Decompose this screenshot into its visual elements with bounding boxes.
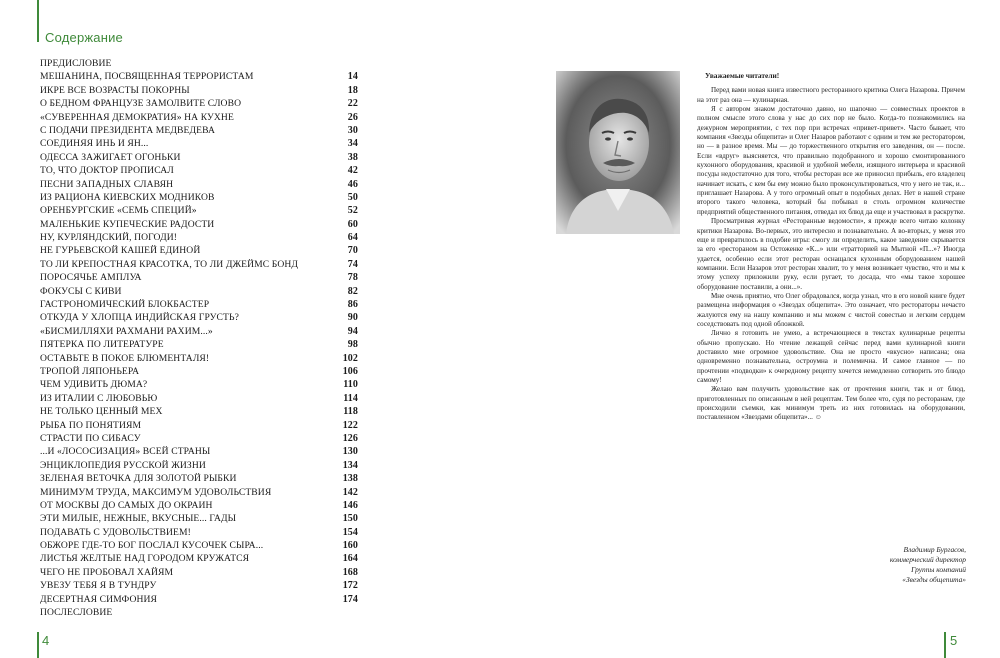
- letter-paragraph: Мне очень приятно, что Олег обрадовался, когда узнал, что в его новой книге будет размещена информация о «Звездах общепита». Это означает, что рестораторы нечасто жалуются ему на нашу компанию и мы можем с чистой совестью и легким сердцем соседствовать под одной обложкой.: [697, 291, 965, 328]
- toc-entry-title: ИЗ ИТАЛИИ С ЛЮБОВЬЮ: [40, 392, 158, 404]
- bottom-right-accent-rule: [944, 632, 946, 658]
- toc-entry-title: ЧЕГО НЕ ПРОБОВАЛ ХАЙЯМ: [40, 566, 174, 578]
- toc-entry-title: ДЕСЕРТНАЯ СИМФОНИЯ: [40, 593, 158, 605]
- toc-entry[interactable]: [40, 97, 358, 110]
- toc-entry-page: 18: [347, 84, 358, 96]
- toc-entry-page: 168: [342, 566, 358, 578]
- toc-entry-title: ЭТИ МИЛЫЕ, НЕЖНЫЕ, ВКУСНЫЕ... ГАДЫ: [40, 513, 237, 525]
- toc-entry-title: ЗЕЛЕНАЯ ВЕТОЧКА ДЛЯ ЗОЛОТОЙ РЫБКИ: [40, 473, 237, 485]
- toc-entry-page: 60: [347, 218, 358, 230]
- toc-entry-page: 174: [342, 593, 358, 605]
- letter-paragraph: Желаю вам получить удовольствие как от прочтения книги, так и от блюд, приготовленных по описанным в ней рецептам. Тем более что, судя по ресторанам, где происходили съемки, как минимум треть из них готовилась на оборудовании, поставленном «Звездами общепита»... ☺: [697, 385, 965, 422]
- toc-entry-page: 94: [347, 325, 358, 337]
- toc-entry[interactable]: [40, 151, 358, 164]
- toc-entry[interactable]: [40, 124, 358, 137]
- toc-entry-page: 34: [347, 138, 358, 150]
- toc-entry[interactable]: [40, 218, 358, 231]
- foreword-letter: [697, 71, 965, 423]
- toc-entry-page: 122: [342, 419, 358, 431]
- toc-entry-page: 14: [347, 71, 358, 83]
- toc-entry-title: С ПОДАЧИ ПРЕЗИДЕНТА МЕДВЕДЕВА: [40, 124, 215, 136]
- signature-role: коммерческий директор: [889, 555, 966, 564]
- toc-entry[interactable]: [40, 70, 358, 83]
- letter-greeting: Уважаемые читатели!: [705, 71, 780, 80]
- toc-entry-title: ОТКУДА У ХЛОПЦА ИНДИЙСКАЯ ГРУСТЬ?: [40, 312, 239, 324]
- toc-entry-page: 130: [342, 446, 358, 458]
- toc-entry-title: ПОРОСЯЧЬЕ АМПЛУА: [40, 272, 142, 284]
- toc-entry-page: 90: [347, 312, 358, 324]
- toc-entry-title: НУ, КУРЛЯНДСКИЙ, ПОГОДИ!: [40, 232, 178, 244]
- toc-entry[interactable]: [40, 111, 358, 124]
- toc-entry[interactable]: [40, 405, 358, 418]
- toc-entry-title: НЕ ГУРЬЕВСКОЙ КАШЕЙ ЕДИНОЙ: [40, 245, 201, 257]
- toc-entry-title: ЛИСТЬЯ ЖЕЛТЫЕ НАД ГОРОДОМ КРУЖАТСЯ: [40, 553, 250, 565]
- toc-entry[interactable]: [40, 526, 358, 539]
- page-number-right: 5: [950, 633, 958, 648]
- toc-entry[interactable]: [40, 352, 358, 365]
- toc-entry-page: 74: [347, 258, 358, 270]
- toc-entry[interactable]: [40, 486, 358, 499]
- toc-entry[interactable]: [40, 137, 358, 150]
- toc-entry-title: ОРЕНБУРГСКИЕ «СЕМЬ СПЕЦИЙ»: [40, 205, 197, 217]
- letter-paragraph: Я с автором знаком достаточно давно, но шапочно — совместных проектов в полном смысле этого слова у нас до сих пор не было. Когда-то познакомились на дежурном мероприятии, с тех пор при встречах «привет-привет». Часто бывает, что компания «Звезды общепита» и Олег Назаров работают с одним и тем же ресторатором, но — в разное время. Мы — до торжественного открытия его заведения, он — после. Если «вдруг» выясняется, что правильно подобранного и хорошо смонтированного кухонного оборудования, красивой и удобной мебели, изящного интерьера и красивой посуды недостаточно для того, чтобы ресторан все же приносил прибыль, его владелец начинает искать, с кем бы ему можно было проконсультироваться, что у него не так, и... приглашает Назарова. А у того огромный опыт в подобных делах. Нет в нашей стране второго такого человека, который бы побывал в столь огромном количестве предприятий общественного питания, отведал их блюд да еще и участвовал в раскрутке.: [697, 105, 965, 216]
- toc-entry-title: МИНИМУМ ТРУДА, МАКСИМУМ УДОВОЛЬСТВИЯ: [40, 486, 272, 498]
- toc-entry-page: 146: [342, 499, 358, 511]
- toc-entry-page: 138: [342, 473, 358, 485]
- toc-entry-page: 102: [342, 352, 358, 364]
- toc-entry[interactable]: [40, 579, 358, 592]
- toc-entry[interactable]: [40, 178, 358, 191]
- toc-entry[interactable]: [40, 191, 358, 204]
- toc-entry[interactable]: [40, 204, 358, 217]
- toc-entry-page: 70: [347, 245, 358, 257]
- toc-entry-title: СОЕДИНЯЯ ИНЬ И ЯН...: [40, 138, 149, 150]
- toc-entry-title: ПЕСНИ ЗАПАДНЫХ СЛАВЯН: [40, 178, 174, 190]
- toc-entry-title: ИЗ РАЦИОНА КИЕВСКИХ МОДНИКОВ: [40, 191, 215, 203]
- toc-entry-title: «СУВЕРЕННАЯ ДЕМОКРАТИЯ» НА КУХНЕ: [40, 111, 234, 123]
- page-number-left: 4: [42, 633, 50, 648]
- signature-name: Владимир Бургасов,: [903, 545, 966, 554]
- toc-entry-page: 26: [347, 111, 358, 123]
- toc-entry[interactable]: [40, 57, 358, 70]
- toc-entry-page: 126: [342, 432, 358, 444]
- author-photo: [556, 71, 680, 234]
- toc-entry-page: 52: [347, 205, 358, 217]
- toc-entry[interactable]: [40, 231, 358, 244]
- section-title: Содержание: [45, 30, 123, 45]
- toc-entry-title: ОДЕССА ЗАЖИГАЕТ ОГОНЬКИ: [40, 151, 181, 163]
- toc-entry-title: ИКРЕ ВСЕ ВОЗРАСТЫ ПОКОРНЫ: [40, 84, 190, 96]
- toc-entry-title: МЕШАНИНА, ПОСВЯЩЕННАЯ ТЕРРОРИСТАМ: [40, 71, 254, 83]
- toc-entry-page: 30: [347, 124, 358, 136]
- toc-entry-page: 134: [342, 459, 358, 471]
- toc-entry-title: НЕ ТОЛЬКО ЦЕННЫЙ МЕХ: [40, 406, 163, 418]
- toc-entry-page: 98: [347, 339, 358, 351]
- toc-entry-page: 142: [342, 486, 358, 498]
- toc-entry[interactable]: [40, 606, 358, 619]
- toc-entry[interactable]: [40, 472, 358, 485]
- toc-entry-page: 160: [342, 540, 358, 552]
- toc-entry[interactable]: [40, 164, 358, 177]
- toc-entry-page: 46: [347, 178, 358, 190]
- toc-entry-title: ЧЕМ УДИВИТЬ ДЮМА?: [40, 379, 148, 391]
- toc-entry-title: ТО ЛИ КРЕПОСТНАЯ КРАСОТКА, ТО ЛИ ДЖЕЙМС БОНД: [40, 258, 299, 270]
- author-portrait-icon: [556, 71, 680, 234]
- toc-entry-title: ОСТАВЬТЕ В ПОКОЕ БЛЮМЕНТАЛЯ!: [40, 352, 210, 364]
- toc-entry[interactable]: [40, 499, 358, 512]
- toc-entry[interactable]: [40, 271, 358, 284]
- toc-entry[interactable]: [40, 512, 358, 525]
- letter-paragraph: Перед вами новая книга известного ресторанного критика Олега Назарова. Причем на этот раз она — кулинарная.: [697, 86, 965, 104]
- toc-entry[interactable]: [40, 84, 358, 97]
- toc-entry[interactable]: [40, 566, 358, 579]
- toc-entry-page: 42: [347, 165, 358, 177]
- toc-entry-title: ...И «ЛОСОСИЗАЦИЯ» ВСЕЙ СТРАНЫ: [40, 446, 211, 458]
- toc-entry[interactable]: [40, 419, 358, 432]
- toc-entry-title: УВЕЗУ ТЕБЯ Я В ТУНДРУ: [40, 580, 157, 592]
- bottom-left-accent-rule: [37, 632, 39, 658]
- toc-entry-page: 118: [343, 406, 358, 418]
- signature-company-line1: Группы компаний: [911, 565, 966, 574]
- toc-entry-title: ПРЕДИСЛОВИЕ: [40, 58, 112, 69]
- toc-entry-page: 82: [347, 285, 358, 297]
- toc-entry-title: О БЕДНОМ ФРАНЦУЗЕ ЗАМОЛВИТЕ СЛОВО: [40, 98, 242, 110]
- toc-entry-title: ОБЖОРЕ ГДЕ-ТО БОГ ПОСЛАЛ КУСОЧЕК СЫРА...: [40, 540, 264, 552]
- toc-entry-page: 22: [347, 98, 358, 110]
- toc-entry-page: 114: [343, 392, 358, 404]
- toc-entry-page: 110: [343, 379, 358, 391]
- toc-entry-title: ГАСТРОНОМИЧЕСКИЙ БЛОКБАСТЕР: [40, 299, 210, 311]
- letter-paragraph: Лично я готовить не умею, а встречающиеся в текстах кулинарные рецепты обычно пропускаю. Но чтение лежащей сейчас перед вами кулинарной книги доставило мне огромное удовольствие. Она не просто «вкусно» написана; она одновременно познавательна, остроумна и полемична. И самое главное — по прочтении «подводки» к очередному рецепту хочется немедленно сотворить это блюдо самому!: [697, 329, 965, 384]
- toc-entry-page: 50: [347, 191, 358, 203]
- toc-entry-page: 164: [342, 553, 358, 565]
- toc-entry-title: «БИСМИЛЛЯХИ РАХМАНИ РАХИМ...»: [40, 325, 213, 337]
- toc-entry-title: ПОДАВАТЬ С УДОВОЛЬСТВИЕМ!: [40, 526, 191, 538]
- toc-entry-title: ПЯТЕРКА ПО ЛИТЕРАТУРЕ: [40, 339, 164, 351]
- toc-entry[interactable]: [40, 552, 358, 565]
- toc-entry[interactable]: [40, 325, 358, 338]
- toc-entry-title: МАЛЕНЬКИЕ КУПЕЧЕСКИЕ РАДОСТИ: [40, 218, 215, 230]
- table-of-contents: [40, 57, 358, 619]
- toc-entry[interactable]: [40, 539, 358, 552]
- toc-entry-page: 38: [347, 151, 358, 163]
- toc-entry-title: ОТ МОСКВЫ ДО САМЫХ ДО ОКРАИН: [40, 499, 213, 511]
- toc-entry-page: 154: [342, 526, 358, 538]
- toc-entry-title: ЭНЦИКЛОПЕДИЯ РУССКОЙ ЖИЗНИ: [40, 459, 206, 471]
- toc-entry-title: ТРОПОЙ ЛЯПОНЬЕРА: [40, 365, 140, 377]
- toc-entry[interactable]: [40, 459, 358, 472]
- toc-entry[interactable]: [40, 285, 358, 298]
- signature-company-line2: «Звезды общепита»: [902, 575, 966, 584]
- toc-entry[interactable]: [40, 365, 358, 378]
- toc-entry-page: 150: [342, 513, 358, 525]
- toc-entry[interactable]: [40, 338, 358, 351]
- toc-entry[interactable]: [40, 378, 358, 391]
- toc-entry-title: ПОСЛЕСЛОВИЕ: [40, 607, 113, 619]
- toc-entry-page: 106: [342, 365, 358, 377]
- toc-entry[interactable]: [40, 432, 358, 445]
- toc-entry-title: ТО, ЧТО ДОКТОР ПРОПИСАЛ: [40, 165, 174, 177]
- toc-entry[interactable]: [40, 392, 358, 405]
- toc-entry-title: СТРАСТИ ПО СИБАСУ: [40, 432, 141, 444]
- toc-entry[interactable]: [40, 311, 358, 324]
- toc-entry[interactable]: [40, 445, 358, 458]
- toc-entry[interactable]: [40, 298, 358, 311]
- letter-paragraph: Просматривая журнал «Ресторанные ведомости», я прежде всего читаю колонку критики Назарова. Во-первых, это интересно и познавательно. А во-вторых, у меня это еще и превратилось в подобие игры: смогу ли определить, какое заведение скрывается за его «рестораном на Остоженке «К...» или «тратторией на Мытной «П...»? Иногда удается, особенно если этот ресторан оснащался кухонным оборудованием нашей компании. Если Назаров этот ресторан хвалит, то у меня возникает чувство, что и мы к этому успеху приложили руку, если ругает, то досада, что «мы такое хорошее оборудование поставили, а они...».: [697, 217, 965, 291]
- toc-entry-title: ФОКУСЫ С КИВИ: [40, 285, 122, 297]
- top-accent-rule: [37, 0, 39, 42]
- toc-entry-page: 64: [347, 232, 358, 244]
- toc-entry-title: РЫБА ПО ПОНЯТИЯМ: [40, 419, 142, 431]
- letter-signature: [800, 545, 966, 585]
- toc-entry-page: 172: [342, 580, 358, 592]
- toc-entry[interactable]: [40, 244, 358, 257]
- toc-entry-page: 78: [347, 272, 358, 284]
- toc-entry-page: 86: [347, 299, 358, 311]
- toc-entry[interactable]: [40, 258, 358, 271]
- toc-entry[interactable]: [40, 593, 358, 606]
